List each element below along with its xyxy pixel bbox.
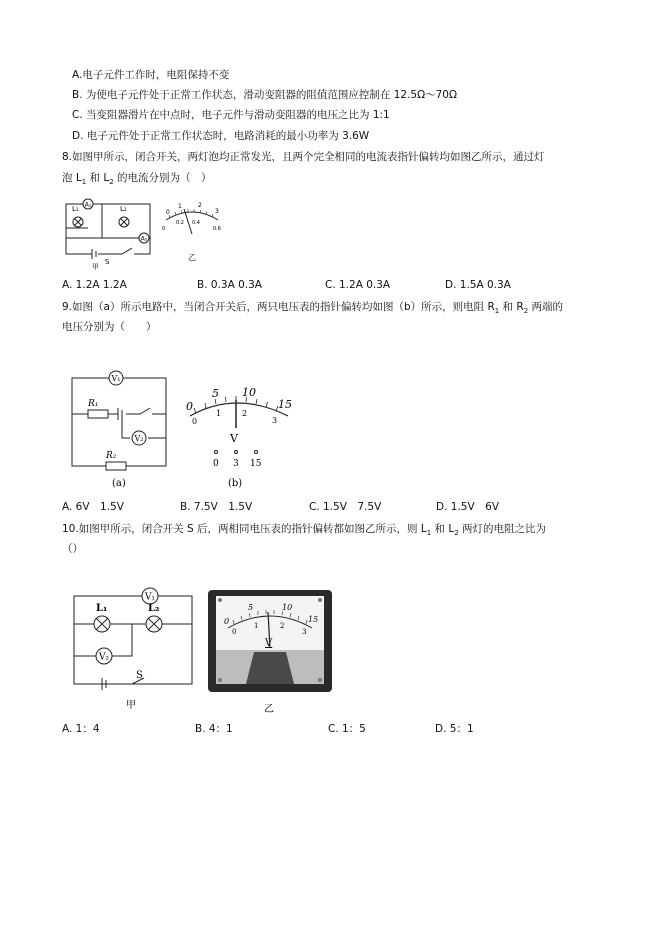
q8-ammeter-a1 xyxy=(83,199,93,209)
q7-option-d: D. 电子元件处于正常工作状态时，电路消耗的最小功率为 3.6W xyxy=(72,130,370,142)
q8-stem-line1: 8.如图甲所示，闭合开关，两灯泡均正常发光，且两个完全相同的电流表指针偏转均如图乙所示，通过灯 xyxy=(62,151,545,163)
q9-circuit-diagram xyxy=(66,368,176,494)
svg-text:15: 15 xyxy=(308,615,319,624)
q10-voltmeter-dial xyxy=(206,588,334,720)
svg-text:1: 1 xyxy=(216,409,222,418)
svg-text:5: 5 xyxy=(248,603,254,612)
q8-circuit-diagram xyxy=(62,194,158,270)
q8-lamp-l1-icon xyxy=(73,217,83,227)
q8-ammeter-dial xyxy=(160,194,224,270)
q9-fig-label-a: (a) xyxy=(112,478,126,489)
q8-option-c[interactable]: C. 1.2A 0.3A xyxy=(325,279,391,291)
svg-text:3: 3 xyxy=(272,416,278,425)
q9-option-d[interactable]: D. 1.5V 6V xyxy=(436,501,500,513)
q10-l1-label: L₁ xyxy=(96,603,108,614)
q10-option-d[interactable]: D. 5：1 xyxy=(435,723,474,735)
svg-text:3: 3 xyxy=(302,628,307,636)
q7-option-b: B. 为使电子元件处于正常工作状态，滑动变阻器的阻值范围应控制在 12.5Ω～70Ω xyxy=(72,89,458,101)
q10-lamp-l1-icon xyxy=(94,616,110,632)
q10-option-a[interactable]: A. 1：4 xyxy=(62,723,100,735)
svg-text:0: 0 xyxy=(232,628,237,636)
svg-text:0.4: 0.4 xyxy=(192,220,200,226)
q9-r1-label: R₁ xyxy=(88,399,99,409)
svg-text:0: 0 xyxy=(213,459,219,469)
svg-text:15: 15 xyxy=(250,459,262,469)
q10-voltmeter-v2 xyxy=(96,648,112,664)
q9-stem-line2: 电压分别为（ ） xyxy=(62,321,157,333)
q9-fig-label-b: (b) xyxy=(228,478,243,489)
svg-text:2: 2 xyxy=(198,202,202,209)
svg-text:0.2: 0.2 xyxy=(176,220,184,226)
q9-r2-label: R₂ xyxy=(106,451,117,461)
svg-text:V₁: V₁ xyxy=(111,374,121,383)
svg-text:0: 0 xyxy=(166,209,170,216)
q10-voltmeter-v1 xyxy=(142,588,158,604)
q7-option-c: C. 当变阻器滑片在中点时，电子元件与滑动变阻器的电压之比为 1:1 xyxy=(72,109,390,121)
svg-text:10: 10 xyxy=(242,386,256,399)
q8-option-d[interactable]: D. 1.5A 0.3A xyxy=(445,279,511,291)
svg-text:V: V xyxy=(265,638,273,649)
q9-voltmeter-v1 xyxy=(109,371,123,385)
svg-text:1: 1 xyxy=(254,622,259,630)
svg-text:3: 3 xyxy=(233,459,239,469)
svg-text:2: 2 xyxy=(242,409,248,418)
q8-stem-line2: 泡 $L_1$ 和 $L_2$ 的电流分别为（ ） xyxy=(62,172,212,187)
svg-text:5: 5 xyxy=(212,387,219,400)
q8-lamp-l2-icon xyxy=(119,217,129,227)
svg-text:3: 3 xyxy=(215,208,219,215)
svg-text:0.6: 0.6 xyxy=(213,226,221,232)
svg-text:2: 2 xyxy=(280,622,285,630)
svg-text:V: V xyxy=(230,432,238,445)
q10-switch-label: S xyxy=(136,670,143,681)
q10-circuit-diagram xyxy=(66,584,202,714)
svg-text:A₂: A₂ xyxy=(140,235,148,243)
svg-text:0: 0 xyxy=(224,617,230,626)
q9-voltmeter-dial xyxy=(176,380,302,496)
q9-option-c[interactable]: C. 1.5V 7.5V xyxy=(309,501,382,513)
q7-option-a: A.电子元件工作时，电阻保持不变 xyxy=(72,69,230,81)
q8-option-a[interactable]: A. 1.2A 1.2A xyxy=(62,279,127,291)
q10-option-b[interactable]: B. 4：1 xyxy=(195,723,233,735)
svg-text:V₂: V₂ xyxy=(98,652,110,663)
q10-lamp-l2-icon xyxy=(146,616,162,632)
q10-stem-line1: 10.如图甲所示，闭合开关 S 后，两相同电压表的指针偏转都如图乙所示，则 $L_1$ 和 $L_2$ 两灯的电阻之比为 xyxy=(62,523,547,538)
q9-option-a[interactable]: A. 6V 1.5V xyxy=(62,501,124,513)
svg-text:1: 1 xyxy=(178,203,182,210)
q8-l1-label: L₁ xyxy=(72,205,79,213)
q8-l2-label: L₂ xyxy=(120,205,127,213)
q9-voltmeter-v2 xyxy=(132,431,146,445)
svg-text:0: 0 xyxy=(192,417,198,426)
svg-text:V₁: V₁ xyxy=(144,592,156,603)
svg-text:0: 0 xyxy=(186,400,193,413)
svg-text:15: 15 xyxy=(278,398,292,411)
q10-fig-label-jia: 甲 xyxy=(126,700,136,711)
q9-stem-line1: 9.如图（a）所示电路中，当闭合开关后，两只电压表的指针偏转均如图（b）所示，则电阻 $R_1$ 和 $R_2$ 两端的 xyxy=(62,301,564,316)
q9-option-b[interactable]: B. 7.5V 1.5V xyxy=(180,501,253,513)
q10-stem-line2: （） xyxy=(62,543,83,555)
svg-text:V₂: V₂ xyxy=(134,434,144,443)
q8-fig-label-yi: 乙 xyxy=(188,253,196,262)
svg-text:0: 0 xyxy=(162,226,166,232)
q8-option-b[interactable]: B. 0.3A 0.3A xyxy=(197,279,262,291)
q8-switch-label: S xyxy=(105,258,110,266)
q8-ammeter-a2 xyxy=(139,233,149,243)
svg-text:A₁: A₁ xyxy=(84,201,92,209)
q10-l2-label: L₂ xyxy=(148,603,160,614)
q10-fig-label-yi: 乙 xyxy=(264,704,274,715)
svg-text:10: 10 xyxy=(282,603,293,612)
q8-fig-label-jia: 甲 xyxy=(92,263,99,270)
q10-option-c[interactable]: C. 1：5 xyxy=(328,723,366,735)
